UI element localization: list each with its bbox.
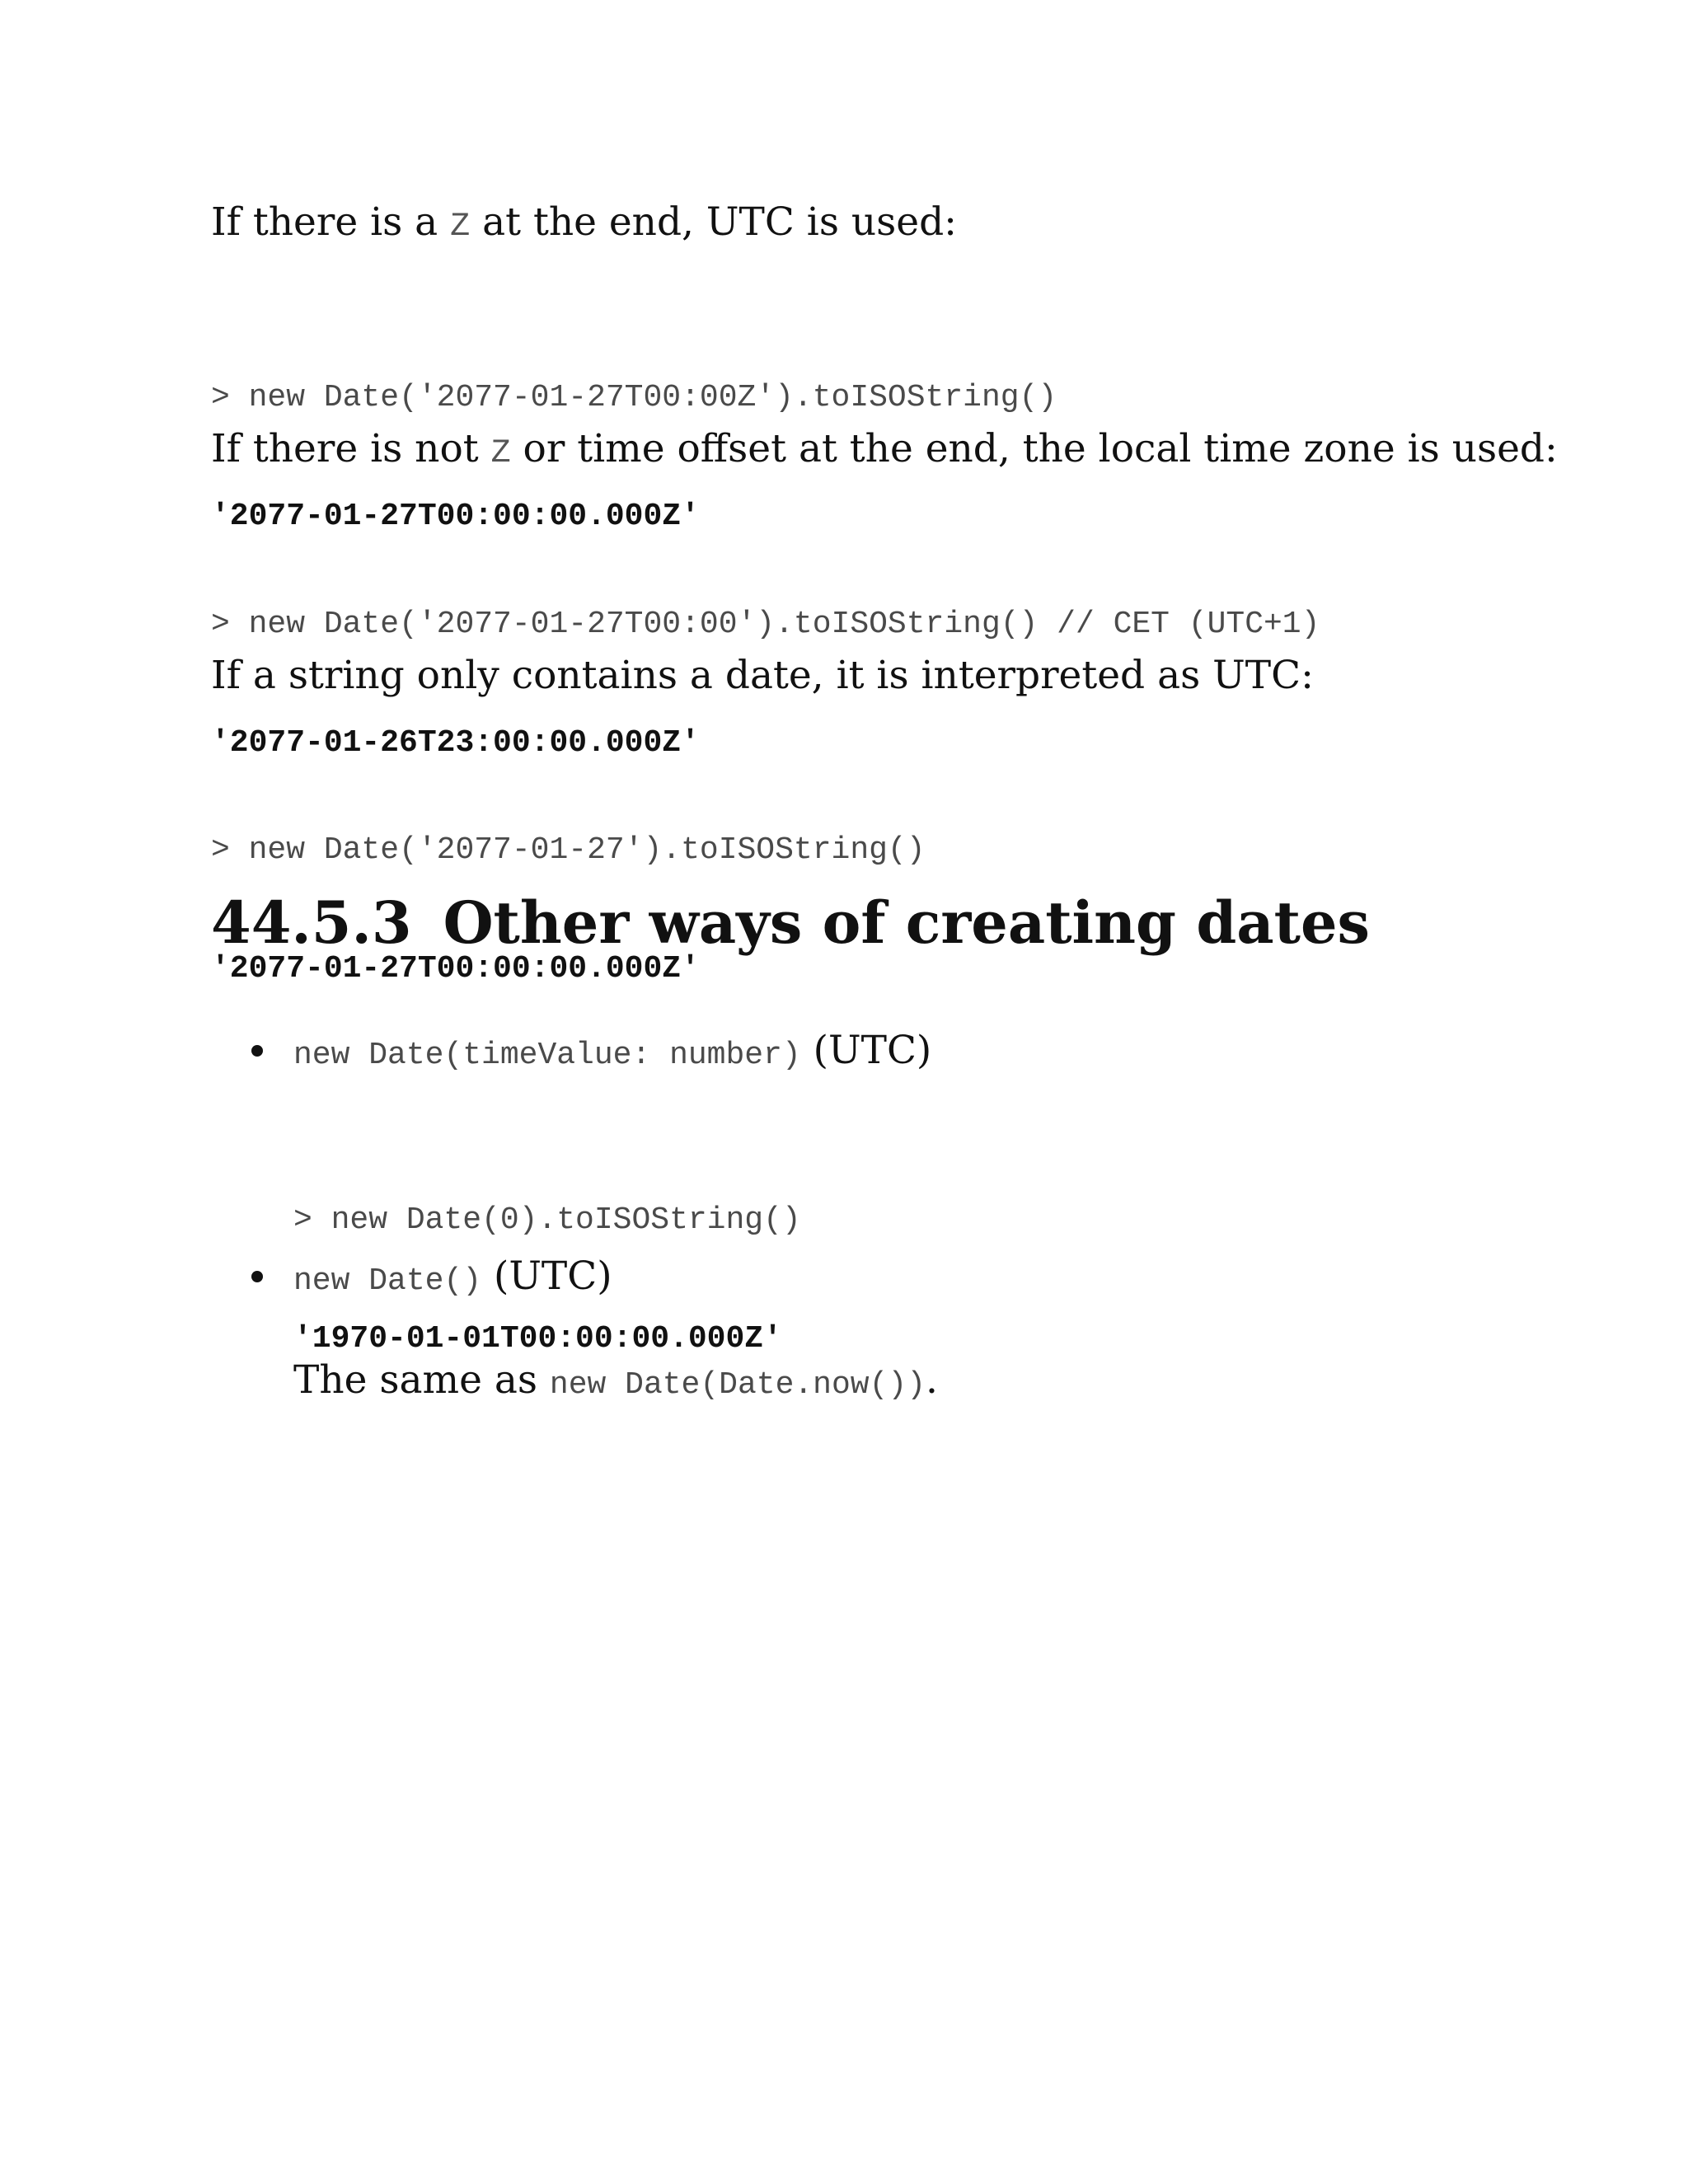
code-output: '2077-01-27T00:00:00.000Z' — [211, 951, 700, 987]
paragraph-text: If there is a — [211, 199, 451, 245]
paragraph-date-only — [211, 651, 1314, 701]
bullet-icon — [251, 1045, 263, 1057]
bullet-icon — [251, 1271, 263, 1282]
list-item — [293, 1026, 931, 1080]
section-title: Other ways of creating dates — [443, 888, 1370, 957]
code-input: > new Date('2077-01-27T00:00Z').toISOString() — [211, 380, 1057, 415]
list-item-note: (UTC) — [481, 1254, 612, 1299]
code-output: '1970-01-01T00:00:00.000Z' — [293, 1321, 782, 1357]
paragraph-text: at the end, UTC is used: — [470, 199, 957, 245]
inline-code: Z — [450, 209, 471, 246]
code-input: > new Date('2077-01-27').toISOString() — [211, 832, 926, 868]
section-heading — [211, 888, 1370, 958]
paragraph-text: The same as — [293, 1357, 550, 1403]
list-item — [293, 1252, 612, 1306]
inline-code: Z — [490, 435, 511, 472]
paragraph-same-as — [293, 1356, 938, 1410]
inline-code: new Date(timeValue: number) — [293, 1038, 801, 1073]
code-output: '2077-01-26T23:00:00.000Z' — [211, 725, 700, 761]
paragraph-text: If there is not — [211, 426, 491, 471]
code-input: > new Date(0).toISOString() — [293, 1202, 801, 1238]
paragraph-local-time — [211, 424, 1558, 479]
paragraph-utc-z — [211, 198, 957, 252]
code-input: > new Date('2077-01-27T00:00').toISOString() // CET (UTC+1) — [211, 607, 1320, 642]
paragraph-text: or time offset at the end, the local time zone is used: — [510, 426, 1558, 471]
inline-code: new Date() — [293, 1263, 482, 1299]
paragraph-text: . — [926, 1357, 938, 1403]
section-number: 44.5.3 — [211, 888, 412, 957]
paragraph-text: If a string only contains a date, it is interpreted as UTC: — [211, 653, 1314, 698]
list-item-note: (UTC) — [800, 1028, 932, 1073]
code-output: '2077-01-27T00:00:00.000Z' — [211, 499, 700, 534]
inline-code: new Date(Date.now()) — [549, 1367, 926, 1403]
